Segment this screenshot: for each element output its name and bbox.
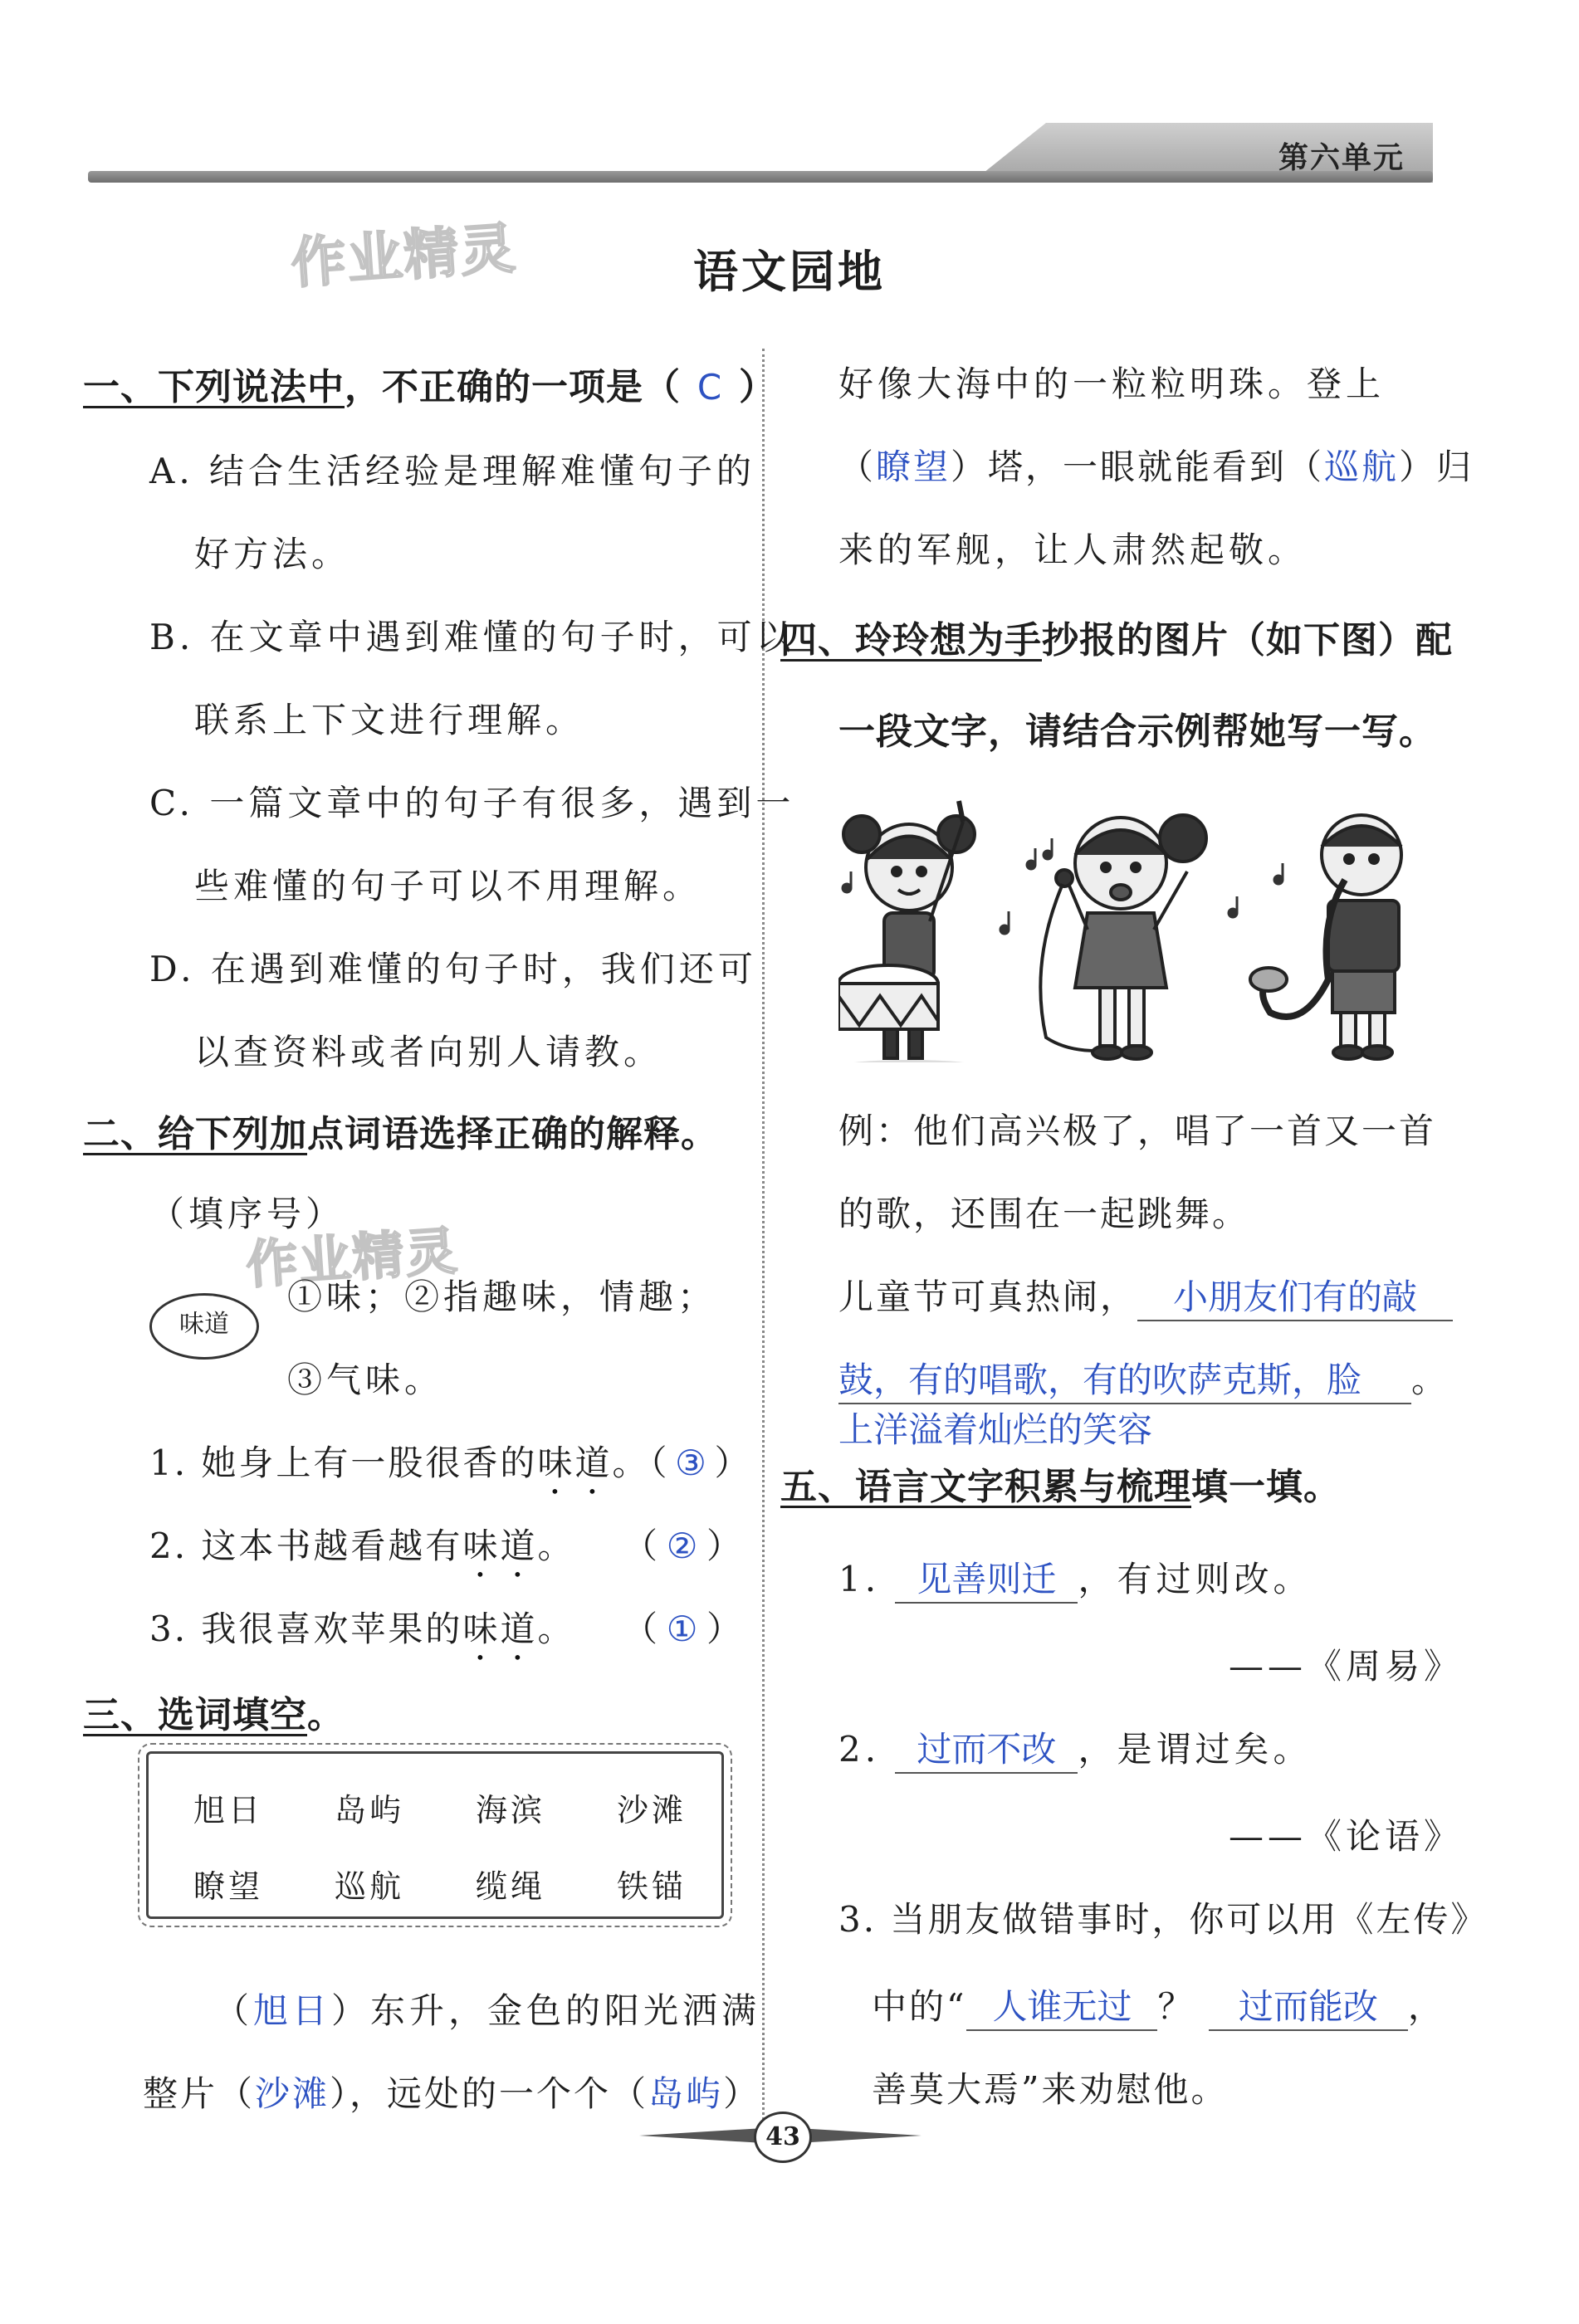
word-item: 瞭望	[193, 1868, 263, 1905]
q3-answer-3: 岛屿	[648, 2073, 724, 2114]
q1-option-b: B. 在文章中遇到难懂的句子时，可以	[149, 617, 795, 657]
q2-heading: 二、给下列加点词语选择正确的解释。	[83, 1113, 718, 1155]
q2-meanings-1: ①味；②指趣味，情趣；	[287, 1277, 717, 1317]
drummer-girl	[838, 801, 980, 1062]
q2-word-badge: 味道	[149, 1293, 259, 1360]
saxophone-boy	[1250, 815, 1401, 1059]
q1-option-a: A. 结合生活经验是理解难懂句子的	[149, 451, 756, 491]
unit-label: 第六单元	[1278, 140, 1405, 175]
q4-example-2: 的歌，还围在一起跳舞。	[838, 1194, 1250, 1234]
q4-answer-row-2: 鼓，有的唱歌，有的吹萨克斯，脸 。	[838, 1353, 1450, 1404]
q1-option-d-cont: 以查资料或者向别人请教。	[194, 1032, 663, 1072]
q1-option-c: C. 一篇文章中的句子有很多，遇到一	[149, 783, 795, 823]
watermark: 作业精灵	[244, 1220, 461, 1296]
q4-example-1: 例：他们高兴极了，唱了一首又一首	[838, 1111, 1437, 1151]
singing-girl	[1040, 815, 1206, 1059]
q2-item-3: 3. 我很喜欢苹果的味道。	[149, 1609, 575, 1649]
word-item: 铁锚	[616, 1868, 687, 1905]
q2-item-2-paren: （ ② ）	[623, 1526, 746, 1566]
q1-option-a-cont: 好方法。	[194, 534, 351, 574]
q2-fill-hint: （填序号）	[149, 1194, 345, 1234]
page-number: 43	[754, 2112, 812, 2163]
q1-option-d: D. 在遇到难懂的句子时，我们还可	[149, 949, 757, 989]
word-item: 海滨	[475, 1792, 545, 1828]
page-number-ornament	[639, 2112, 921, 2161]
q1-option-b-cont: 联系上下文进行理解。	[194, 700, 585, 740]
q3-heading: 三、选词填空。	[83, 1694, 345, 1736]
q5-item-2-source: ——《论语》	[1229, 1816, 1464, 1857]
q5-item-3-line-3: 善莫大焉”来劝慰他。	[872, 2069, 1229, 2110]
ribbon-right	[797, 2128, 921, 2143]
q3-answer-5: 巡航	[1324, 447, 1400, 487]
q1-option-c-cont: 些难懂的句子可以不用理解。	[194, 866, 702, 906]
q4-answer-line-1: 小朋友们有的敲	[1137, 1270, 1453, 1321]
q2-item-1-answer: ③	[675, 1443, 709, 1483]
q1-heading: 一、下列说法中，不正确的一项是（ C ）	[83, 366, 776, 408]
q2-item-3-answer: ①	[666, 1609, 702, 1649]
q4-prompt: 儿童节可真热闹， 小朋友们有的敲	[838, 1270, 1453, 1321]
q3-passage-line-2: 整片（沙滩），远处的一个个（岛屿）	[143, 2073, 761, 2114]
q2-item-3-paren: （ ① ）	[623, 1609, 746, 1649]
children-music-illustration	[838, 788, 1453, 1062]
q3-answer-4: 瞭望	[876, 447, 951, 487]
q5-item-3: 3. 当朋友做错事时，你可以用《左传》	[838, 1899, 1489, 1940]
q3-answer-1: 旭日	[253, 1990, 332, 2031]
q3-word-row-1	[158, 1784, 722, 1830]
q5-item-3-answer-1: 人谁无过	[966, 1980, 1157, 2031]
q3-passage-line-3: 好像大海中的一粒粒明珠。登上	[838, 364, 1386, 404]
word-item: 岛屿	[334, 1792, 404, 1828]
q4-answer-line-2: 鼓，有的唱歌，有的吹萨克斯，脸	[838, 1353, 1411, 1404]
q5-item-3-line-2: 中的“ 人谁无过 ？ 过而能改 ，	[872, 1980, 1445, 2031]
q3-passage-line-4: （瞭望）塔，一眼就能看到（巡航）归	[838, 447, 1474, 487]
q3-passage-line-5: 来的军舰，让人肃然起敬。	[838, 530, 1308, 570]
q2-item-2: 2. 这本书越看越有味道。	[149, 1526, 575, 1566]
q5-item-1-answer: 见善则迁	[895, 1552, 1078, 1604]
q4-heading-cont: 一段文字，请结合示例帮她写一写。	[838, 710, 1436, 753]
header-bar	[88, 171, 1433, 183]
q5-item-3-answer-2: 过而能改	[1209, 1980, 1408, 2031]
page-title: 语文园地	[693, 245, 886, 298]
q5-item-1-source: ——《周易》	[1229, 1646, 1464, 1687]
word-item: 旭日	[193, 1792, 263, 1828]
q3-passage-line-1: （旭日）东升，金色的阳光洒满	[214, 1990, 761, 2031]
q3-answer-2: 沙滩	[255, 2073, 330, 2114]
q2-meanings-2: ③气味。	[287, 1360, 444, 1400]
q5-item-2: 2. 过而不改 ，是谓过矣。	[838, 1722, 1312, 1774]
word-item: 沙滩	[616, 1792, 687, 1828]
q2-item-2-answer: ②	[666, 1526, 702, 1566]
q4-answer-line-3: 上洋溢着灿烂的笑容	[838, 1409, 1153, 1450]
q5-item-1: 1. 见善则迁 ，有过则改。	[838, 1552, 1312, 1604]
watermark: 作业精灵	[289, 216, 519, 296]
q3-word-row-2	[158, 1861, 722, 1907]
word-item: 巡航	[334, 1868, 404, 1905]
word-item: 缆绳	[475, 1868, 545, 1905]
q4-heading: 四、玲玲想为手抄报的图片（如下图）配	[780, 619, 1453, 662]
q5-item-2-answer: 过而不改	[895, 1722, 1078, 1774]
q2-item-1: 1. 她身上有一股很香的味道。（ ③ ）	[149, 1443, 752, 1483]
ribbon-left	[639, 2128, 764, 2143]
q5-heading: 五、语言文字积累与梳理填一填。	[780, 1466, 1341, 1508]
q1-answer: C	[697, 367, 723, 408]
